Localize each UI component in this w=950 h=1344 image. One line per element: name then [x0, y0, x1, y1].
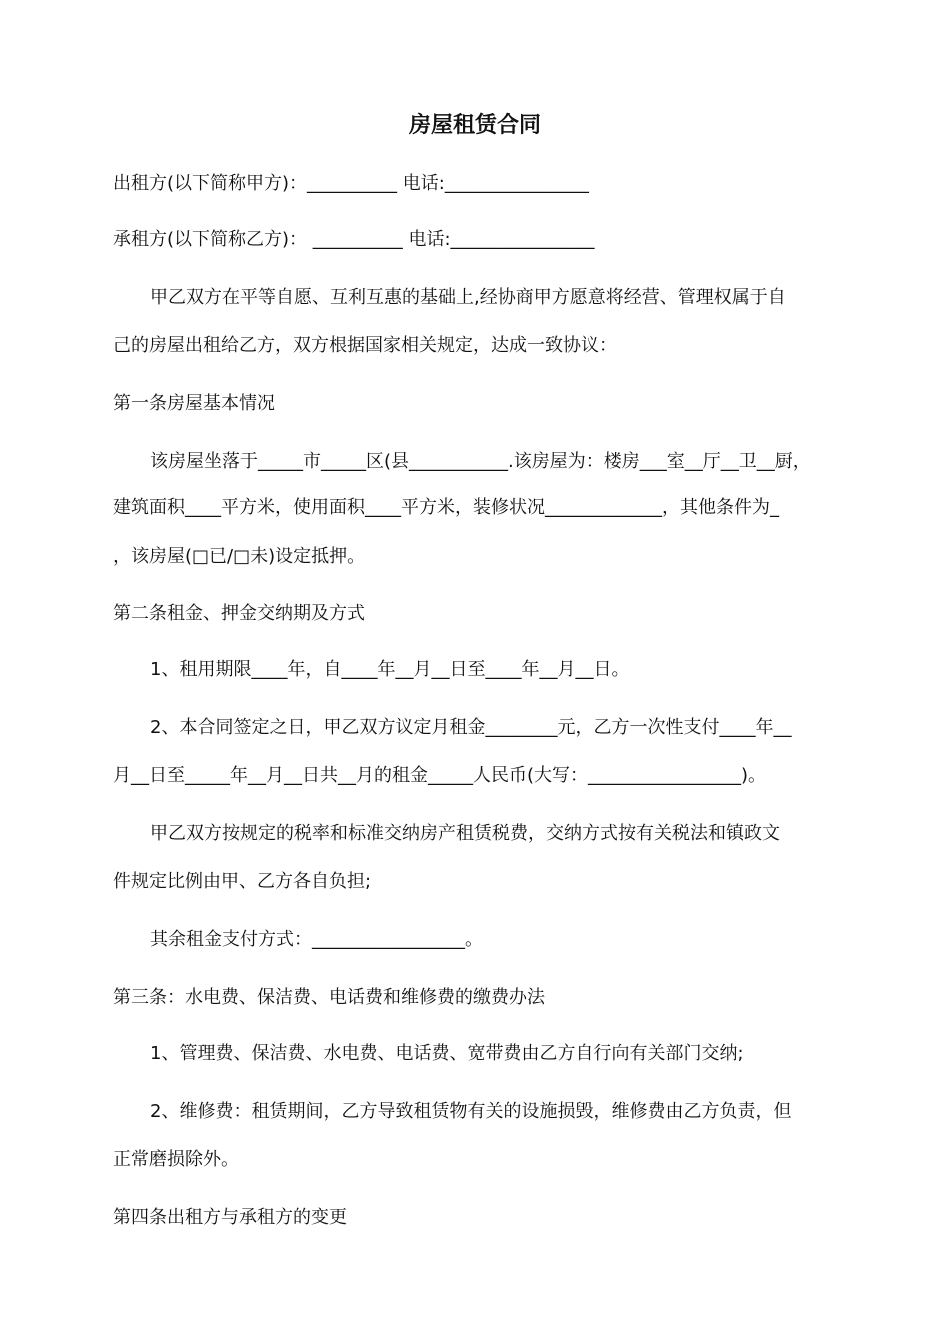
- article-2-tax-line-2: 件规定比例由甲、乙方各自负担;: [113, 871, 372, 892]
- article-3-item-2-line-2: 正常磨损除外。: [113, 1149, 239, 1170]
- article-2-tax-line-1: 甲乙双方按规定的税率和标准交纳房产租赁税费，交纳方式按有关税法和镇政文: [150, 823, 780, 844]
- lessor-line: 出租方(以下简称甲方)：__________ 电话:________________: [113, 173, 589, 194]
- article-2-item-1: 1、租用期限____年，自____年__月__日至____年__月__日。: [150, 659, 630, 680]
- article-2-item-2-line-2: 月__日至_____年__月__日共__月的租金_____人民币(大写：_________________)。: [113, 765, 767, 786]
- article-4-heading: 第四条出租方与承租方的变更: [113, 1207, 347, 1228]
- article-2-payment-method: 其余租金支付方式：_________________。: [150, 929, 483, 950]
- preamble-line-2: 己的房屋出租给乙方，双方根据国家相关规定，达成一致协议：: [113, 335, 617, 356]
- article-3-item-2-line-1: 2、维修费：租赁期间，乙方导致租赁物有关的设施损毁，维修费由乙方负责，但: [150, 1101, 792, 1122]
- article-2-heading: 第二条租金、押金交纳期及方式: [113, 603, 365, 624]
- document-title: 房屋租赁合同: [408, 113, 541, 138]
- lessee-line: 承租方(以下简称乙方)： __________ 电话:________________: [113, 229, 595, 250]
- article-3-heading: 第三条：水电费、保洁费、电话费和维修费的缴费办法: [113, 987, 545, 1008]
- article-3-item-1: 1、管理费、保洁费、水电费、电话费、宽带费由乙方自行向有关部门交纳;: [150, 1043, 744, 1064]
- article-1-para-line-1: 该房屋坐落于_____市_____区(县___________.该房屋为：楼房___室__厅__卫__厨，: [150, 451, 811, 472]
- article-1-para-line-3: ，该房屋(□已/□未)设定抵押。: [113, 546, 366, 567]
- article-2-item-2-line-1: 2、本合同签定之日，甲乙双方议定月租金________元，乙方一次性支付____年__: [150, 717, 792, 738]
- article-1-heading: 第一条房屋基本情况: [113, 393, 275, 414]
- article-1-para-line-2: 建筑面积____平方米，使用面积____平方米，装修状况_____________，其他条件为_: [113, 497, 779, 518]
- preamble-line-1: 甲乙双方在平等自愿、互利互惠的基础上,经协商甲方愿意将经营、管理权属于自: [150, 287, 786, 308]
